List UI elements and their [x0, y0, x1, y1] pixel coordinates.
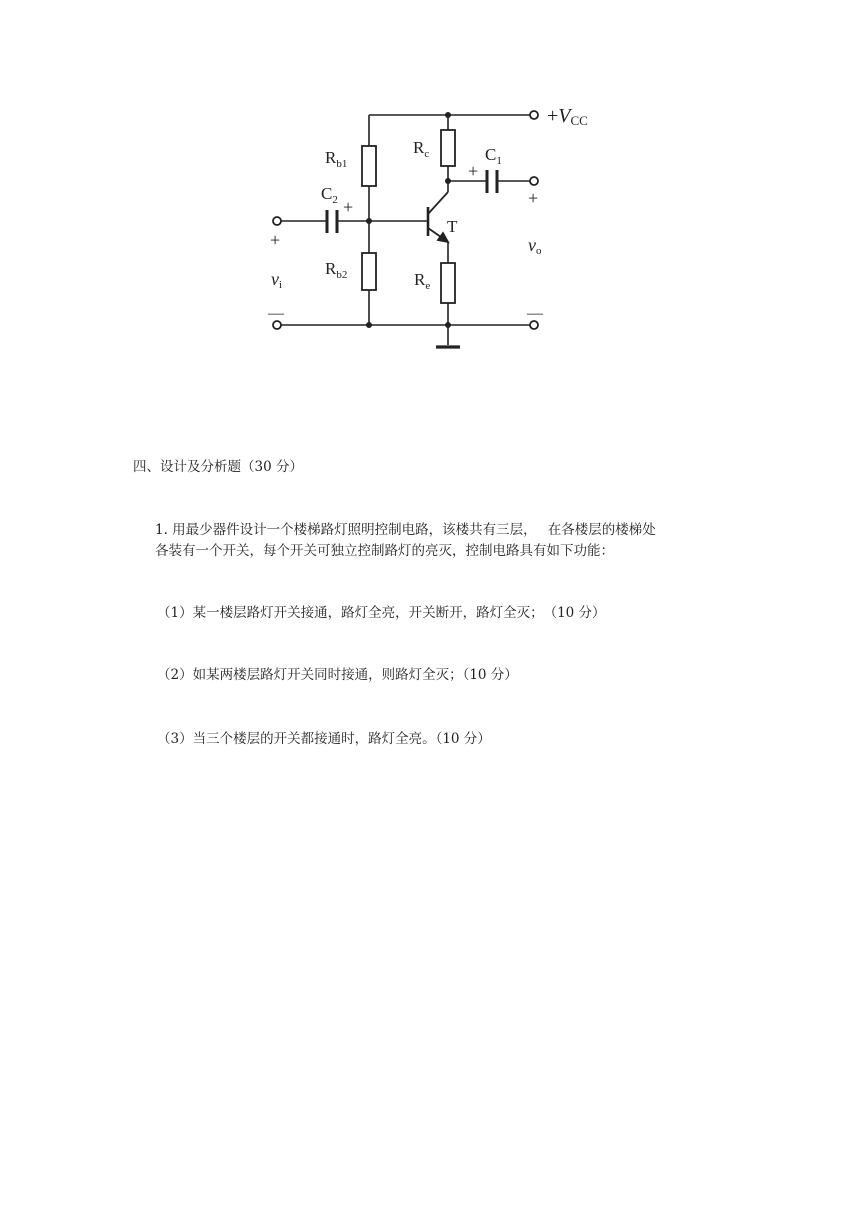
re-label: $R_e$	[414, 270, 431, 292]
rc-label: $R_c$	[413, 138, 430, 160]
rb1-label: $R_{b1}$	[325, 148, 348, 170]
junction-dots	[366, 112, 451, 328]
resistor-rb1	[362, 146, 376, 186]
resistor-rb2	[362, 253, 376, 290]
terminals	[273, 111, 538, 329]
requirement-2: （2）如某两楼层路灯开关同时接通，则路灯全灭；（10 分）	[157, 667, 518, 683]
vcc-label: +VCC	[547, 105, 588, 128]
requirement-1: （1）某一楼层路灯开关接通，路灯全亮，开关断开，路灯全灭； （10 分）	[157, 605, 606, 621]
output-minus: —	[527, 305, 543, 322]
requirement-3: （3）当三个楼层的开关都接通时，路灯全亮。（10 分）	[157, 731, 491, 747]
amplifier-circuit-diagram	[250, 95, 630, 365]
transistor-symbol	[428, 192, 448, 242]
section-heading: 四、设计及分析题（30 分）	[133, 459, 303, 475]
question-1-text-line-1: 1. 用最少器件设计一个楼梯路灯照明控制电路，该楼共有三层， 在各楼层的楼梯处	[155, 522, 656, 538]
capacitor-c2	[327, 210, 337, 233]
rb2-label: $R_{b2}$	[325, 259, 348, 281]
transistor-label: T	[447, 217, 458, 236]
c1-label: $C_1$	[485, 145, 502, 167]
input-plus: +	[270, 230, 281, 250]
question-1-text-line-2: 各装有一个开关，每个开关可独立控制路灯的亮灭，控制电路具有如下功能：	[155, 543, 614, 559]
c1-polarity-plus: +	[468, 161, 479, 181]
output-plus: +	[528, 188, 539, 208]
vi-label: vi	[271, 269, 283, 291]
c2-label: $C_2$	[321, 184, 338, 206]
resistor-re	[441, 263, 455, 303]
c2-polarity-plus: +	[343, 197, 354, 217]
capacitor-c1	[487, 170, 497, 193]
input-minus: —	[268, 305, 284, 322]
resistor-rc	[441, 130, 455, 166]
vo-label: vo	[528, 235, 542, 257]
